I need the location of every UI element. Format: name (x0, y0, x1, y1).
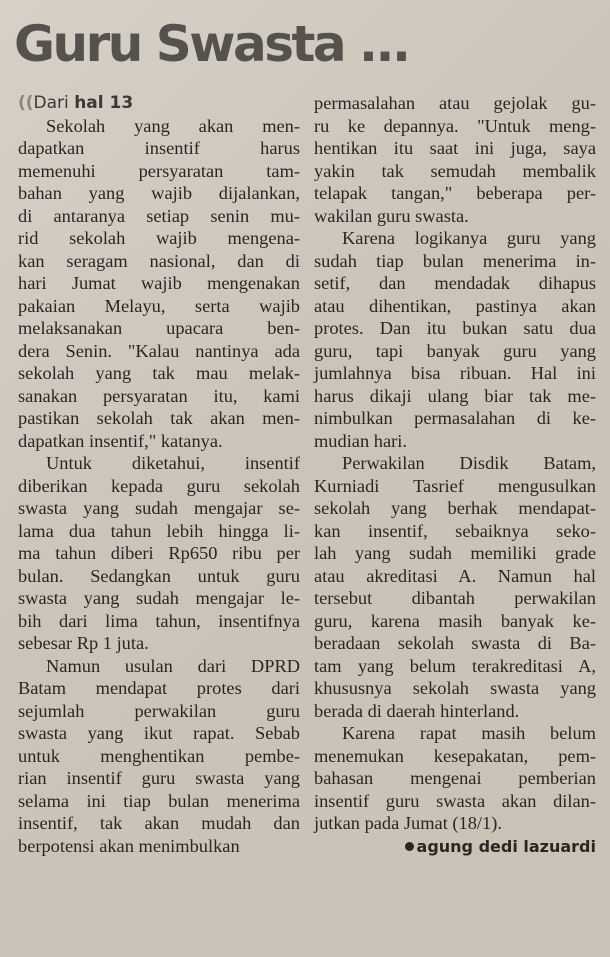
paragraph (18, 655, 300, 858)
text-line: sebesar Rp 1 juta. (18, 633, 149, 653)
text-line: dera Senin. "Kalau nantinya ada (18, 340, 300, 361)
text-line: rid sekolah wajib mengena- (18, 228, 300, 248)
left-column-body (18, 115, 300, 858)
continuation-label: Dari (33, 93, 69, 113)
text-line: harus dikaji ulang biar tak me- (314, 385, 596, 406)
text-line: sekolah yang tak mau melak- (18, 363, 300, 383)
text-line: ru ke depannya. "Untuk meng- (314, 115, 596, 136)
text-line: guru, tapi banyak guru yang (314, 340, 596, 361)
right-column (314, 92, 596, 858)
paragraph (314, 227, 596, 452)
text-line: sanakan persyaratan itu, kami (18, 385, 300, 406)
text-line: selama ini tiap bulan menerima (18, 790, 300, 811)
text-line: berpotensi akan menimbulkan (18, 835, 240, 856)
text-line: swasta yang sudah mengajar se- (18, 498, 300, 518)
text-line: Untuk diketahui, insentif (46, 453, 300, 473)
text-line: berada di daerah hinterland. (314, 700, 520, 721)
text-line: jumlahnya bisa ribuan. Hal ini (314, 363, 596, 383)
text-line: mudian hari. (314, 430, 407, 451)
paragraph (314, 92, 596, 227)
headline: Guru Swasta ... (14, 15, 409, 73)
text-line: ma tahun diberi Rp650 ribu per (18, 543, 300, 563)
text-line: di antaranya setiap senin mu- (18, 205, 300, 226)
text-line: setif, dan mendadak dihapus (314, 273, 596, 293)
text-line: melaksanakan upacara ben- (18, 318, 300, 338)
text-line: bih dari lima tahun, insentifnya (18, 610, 300, 631)
text-line: atau dihentikan, pastinya akan (314, 295, 596, 316)
continuation-marker (18, 92, 300, 115)
text-line: kan insentif, sebaiknya seko- (314, 520, 596, 541)
text-line: Perwakilan Disdik Batam, (342, 453, 596, 473)
continuation-marks: (( (18, 93, 34, 113)
paragraph (18, 452, 300, 655)
text-line: kan seragam nasional, dan di (18, 250, 300, 271)
text-line: sudah tiap bulan menerima in- (314, 250, 596, 271)
text-line: protes. Dan itu bukan satu dua (314, 318, 596, 338)
text-line: sekolah yang berhak mendapat- (314, 498, 596, 518)
text-line: menemukan kesepakatan, pem- (314, 745, 596, 766)
text-line: hari Jumat wajib mengenakan (18, 273, 300, 293)
paragraph (314, 452, 596, 722)
text-line: Batam mendapat protes dari (18, 678, 300, 698)
text-line: memenuhi persyaratan tam- (18, 160, 300, 181)
text-line: yakin tak semudah membalik (314, 160, 596, 181)
left-column (18, 92, 300, 857)
text-line: bahan yang wajib dijalankan, (18, 183, 300, 203)
paragraph (314, 722, 596, 835)
text-line: lah yang sudah memiliki grade (314, 543, 596, 563)
text-line: hentikan itu saat ini juga, saya (314, 138, 596, 158)
right-column-body (314, 92, 596, 835)
text-line: telapak tangan," beberapa per- (314, 183, 596, 203)
text-line: khususnya sekolah swasta yang (314, 678, 596, 698)
text-line: Sekolah yang akan men- (46, 115, 300, 136)
text-line: bulan. Sedangkan untuk guru (18, 565, 300, 586)
text-line: tam yang belum terakreditasi A, (314, 655, 596, 676)
text-line: beradaan sekolah swasta di Ba- (314, 633, 596, 653)
byline: agung dedi lazuardi (416, 836, 596, 856)
text-line: swasta yang ikut rapat. Sebab (18, 723, 300, 743)
text-line: Kurniadi Tasrief mengusulkan (314, 475, 596, 496)
text-line: nimbulkan permasalahan di ke- (314, 408, 596, 428)
text-line: jutkan pada Jumat (18/1). (314, 813, 502, 833)
text-line: pakaian Melayu, serta wajib (18, 295, 300, 316)
text-line: insentif, tak akan mudah dan (18, 813, 300, 833)
text-line: diberikan kepada guru sekolah (18, 475, 300, 496)
paragraph (18, 115, 300, 453)
bullet-icon (405, 842, 414, 851)
text-line: permasalahan atau gejolak gu- (314, 93, 596, 113)
text-line: dapatkan insentif," katanya. (18, 430, 223, 451)
text-line: swasta yang sudah mengajar le- (18, 588, 300, 608)
text-line: wakilan guru swasta. (314, 205, 469, 226)
continuation-page-ref: hal 13 (74, 93, 134, 113)
text-line: Karena logikanya guru yang (342, 228, 596, 248)
text-line: dapatkan insentif harus (18, 138, 300, 158)
text-line: rian insentif guru swasta yang (18, 768, 300, 788)
text-line: insentif guru swasta akan dilan- (314, 790, 596, 811)
byline-row (314, 835, 596, 859)
text-line: Namun usulan dari DPRD (46, 655, 300, 676)
text-line: bahasan mengenai pemberian (314, 768, 596, 788)
text-line: untuk menghentikan pembe- (18, 745, 300, 766)
text-line: lama dua tahun lebih hingga li- (18, 520, 300, 541)
text-line: atau akreditasi A. Namun hal (314, 565, 596, 586)
text-line: sejumlah perwakilan guru (18, 700, 300, 721)
text-line: guru, karena masih banyak ke- (314, 610, 596, 631)
text-line: tersebut dibantah perwakilan (314, 588, 596, 608)
text-line: pastikan sekolah tak akan men- (18, 408, 300, 428)
text-line: Karena rapat masih belum (342, 723, 596, 743)
